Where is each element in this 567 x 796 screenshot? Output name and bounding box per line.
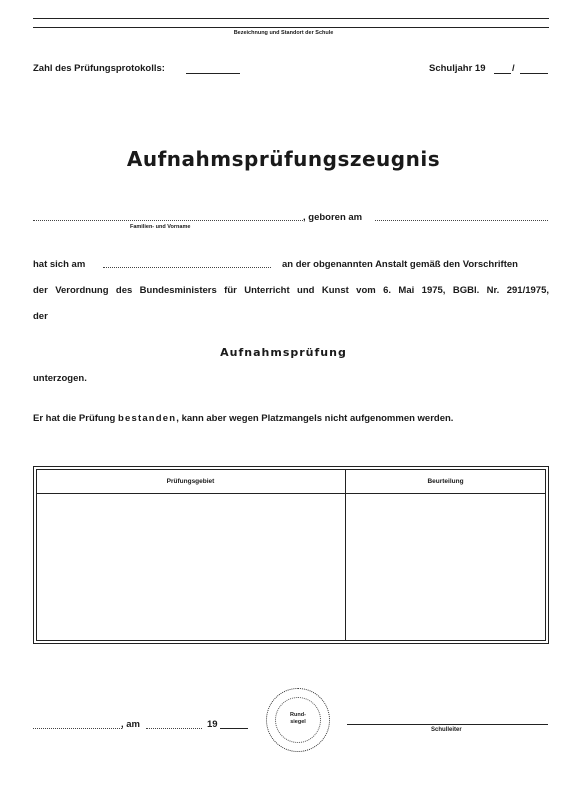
date-field[interactable] [146,728,202,729]
seal-text-2: siegel [290,719,306,725]
exam-date-label: hat sich am [33,259,86,270]
col-header-grade: Beurteilung [427,478,464,485]
body-line3: der [33,311,48,322]
year-field[interactable] [220,728,248,729]
grade-cell[interactable] [346,494,545,640]
date-am-label: , am [121,719,141,730]
principal-caption: Schulleiter [431,727,462,733]
exam-date-field[interactable] [103,267,271,268]
col-header-subject: Prüfungsgebiet [166,478,215,485]
result-statement [33,413,453,424]
year-prefix: 19 [207,719,218,730]
result-pre: Er hat die Prüfung [33,413,116,424]
principal-signature-line[interactable] [347,724,548,725]
school-year-sep: / [512,63,515,74]
school-year-field-1[interactable] [494,73,511,74]
exam-heading: Aufnahmsprüfung [220,346,347,359]
born-label: , geboren am [303,212,363,223]
header-rule-top [33,18,549,19]
body-line4: unterzogen. [33,373,87,384]
school-year-field-2[interactable] [520,73,548,74]
protocol-field[interactable] [186,73,240,74]
school-caption: Bezeichnung und Standort der Schule [233,30,334,36]
birthdate-field[interactable] [375,220,548,221]
document-title: Aufnahmsprüfungszeugnis [126,147,441,171]
body-line2: der Verordnung des Bundesministers für Unterricht und Kunst vom 6. Mai 1975, BGBl. Nr. 291/1975, [33,285,549,296]
school-year-label: Schuljahr 19 [429,63,486,74]
result-post: , kann aber wegen Platzmangels nicht aufgenommen werden. [176,413,454,424]
protocol-label: Zahl des Prüfungsprotokolls: [33,63,165,74]
place-field[interactable] [33,728,122,729]
name-field[interactable] [33,220,303,221]
subject-cell[interactable] [37,494,344,640]
result-word: bestanden [117,413,177,424]
body-line1-end: an der obgenannten Anstalt gemäß den Vorschriften [282,259,518,270]
header-rule-bottom [33,27,549,28]
name-caption: Familien- und Vorname [130,224,191,230]
seal-text-1: Rund- [290,712,306,718]
